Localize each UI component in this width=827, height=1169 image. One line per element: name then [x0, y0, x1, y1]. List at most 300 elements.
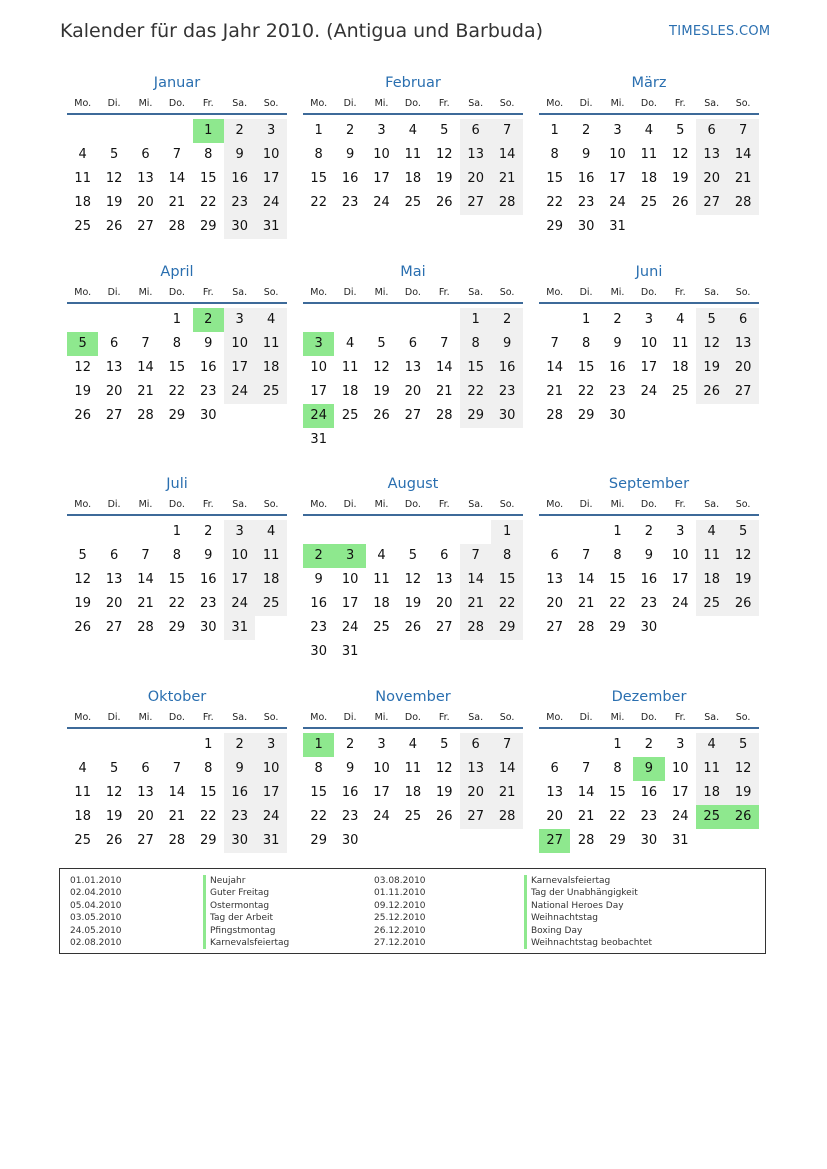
day-cell: 20	[105, 384, 123, 399]
day-cell: 12	[404, 572, 422, 587]
weekday-header: Sa.	[704, 98, 720, 109]
day-cell: 4	[78, 147, 87, 162]
day-cell: 10	[609, 147, 626, 162]
day-cell: 22	[609, 809, 626, 824]
day-cell: 17	[255, 167, 286, 191]
weekday-header: Fr.	[202, 287, 214, 298]
day-cell: 26	[404, 620, 422, 635]
holiday-date: 01.01.2010	[70, 876, 122, 886]
day-cell: 11	[640, 147, 658, 162]
holiday-date: 27.12.2010	[374, 937, 426, 948]
day-cell: 15	[546, 171, 563, 186]
weekday-header: Do.	[168, 98, 185, 109]
day-cell: 4	[408, 123, 418, 138]
day-cell: 24	[224, 380, 255, 404]
day-cell: 26	[727, 592, 758, 616]
day-cell: 26	[672, 195, 689, 210]
day-cell: 3	[676, 737, 685, 752]
day-cell: 22	[310, 809, 327, 824]
day-cell: 16	[341, 785, 359, 800]
day-cell: 19	[105, 195, 123, 210]
day-cell: 23	[341, 195, 359, 210]
day-cell: 7	[141, 548, 150, 563]
day-cell: 16	[341, 171, 359, 186]
day-cell: 15	[200, 171, 217, 186]
day-cell: 20	[404, 384, 422, 399]
day-cell: 16	[609, 360, 626, 375]
weekday-header: Do.	[168, 712, 185, 723]
weekday-header: So.	[263, 499, 279, 510]
day-cell: 29	[200, 219, 217, 234]
day-cell: 29	[460, 404, 491, 428]
day-cell: 14	[577, 572, 595, 587]
weekday-header: Fr.	[438, 712, 450, 723]
day-cell: 15	[609, 785, 626, 800]
day-cell: 21	[727, 167, 758, 191]
weekday-header: Di.	[579, 712, 593, 723]
day-cell: 7	[491, 733, 522, 757]
day-cell: 5	[727, 733, 758, 757]
day-cell: 3	[255, 733, 286, 757]
day-cell: 17	[640, 360, 658, 375]
day-cell: 24	[224, 592, 255, 616]
holiday-name: Weihnachtstag beobachtet	[524, 937, 652, 949]
weekday-header: Mi.	[138, 712, 153, 723]
day-cell: 5	[109, 761, 119, 776]
weekday-header: Mi.	[374, 712, 389, 723]
holiday-date: 05.04.2010	[70, 900, 122, 911]
day-cell: 11	[404, 147, 422, 162]
holiday-day-cell: 24	[303, 404, 334, 428]
day-cell: 5	[440, 123, 449, 138]
day-cell: 11	[341, 360, 359, 375]
weekday-header: Mo.	[310, 712, 328, 723]
day-cell: 24	[255, 805, 286, 829]
day-cell: 6	[550, 548, 559, 563]
day-cell: 1	[460, 308, 491, 332]
holiday-date: 25.12.2010	[374, 913, 426, 924]
weekday-header: Sa.	[704, 712, 720, 723]
weekday-header: Di.	[107, 712, 121, 723]
header-rule	[303, 302, 523, 304]
day-cell: 15	[168, 572, 186, 587]
day-cell: 8	[550, 147, 559, 162]
day-cell: 1	[314, 123, 323, 138]
day-cell: 22	[460, 380, 491, 404]
day-cell: 8	[460, 332, 491, 356]
day-cell: 7	[440, 336, 449, 351]
weekday-header: Mo.	[546, 499, 564, 510]
day-cell: 2	[491, 308, 522, 332]
weekday-header: Mi.	[374, 287, 389, 298]
day-cell: 28	[168, 833, 186, 848]
day-cell: 13	[696, 143, 727, 167]
day-cell: 2	[644, 737, 654, 752]
day-cell: 21	[137, 384, 154, 399]
legend-left-dates	[70, 875, 122, 949]
month-name: Dezember	[611, 689, 687, 705]
legend-right-names	[524, 875, 652, 949]
day-cell: 18	[255, 356, 286, 380]
day-cell: 12	[436, 147, 453, 162]
day-cell: 14	[491, 143, 522, 167]
weekday-header: Di.	[343, 712, 357, 723]
day-cell: 25	[255, 380, 286, 404]
day-cell: 12	[373, 360, 390, 375]
day-cell: 7	[581, 761, 591, 776]
day-cell: 4	[644, 123, 654, 138]
day-cell: 8	[172, 336, 182, 351]
day-cell: 9	[581, 147, 591, 162]
day-cell: 29	[200, 833, 217, 848]
day-cell: 23	[640, 809, 658, 824]
day-cell: 2	[224, 733, 255, 757]
day-cell: 4	[255, 520, 286, 544]
day-cell: 17	[310, 384, 327, 399]
day-cell: 7	[172, 761, 182, 776]
weekday-header: Di.	[579, 499, 593, 510]
header-rule	[303, 113, 523, 115]
holiday-date: 02.04.2010	[70, 888, 122, 899]
day-cell: 21	[577, 596, 595, 611]
day-cell: 29	[168, 408, 186, 423]
holiday-date: 24.05.2010	[70, 925, 122, 936]
day-cell: 10	[672, 548, 689, 563]
day-cell: 15	[200, 785, 217, 800]
day-cell: 14	[727, 143, 758, 167]
header-rule	[539, 302, 759, 304]
weekday-header: Do.	[640, 499, 657, 510]
weekday-header: Do.	[640, 712, 657, 723]
day-cell: 1	[581, 312, 591, 327]
day-cell: 19	[373, 384, 390, 399]
day-cell: 24	[255, 191, 286, 215]
day-cell: 19	[105, 809, 123, 824]
day-cell: 3	[224, 308, 255, 332]
day-cell: 3	[255, 119, 286, 143]
holiday-name: Karnevalsfeiertag	[203, 937, 289, 949]
day-cell: 31	[672, 833, 689, 848]
weekday-header: Fr.	[438, 98, 450, 109]
day-cell: 26	[74, 408, 91, 423]
day-cell: 31	[255, 829, 286, 853]
weekday-header: So.	[499, 499, 515, 510]
day-cell: 26	[105, 833, 123, 848]
day-cell: 22	[310, 195, 327, 210]
weekday-header: Do.	[640, 287, 657, 298]
holiday-name: Tag der Unabhängigkeit	[524, 887, 652, 899]
day-cell: 21	[137, 596, 154, 611]
holiday-day-cell: 26	[727, 805, 758, 829]
weekday-header: Di.	[107, 499, 121, 510]
holiday-day-cell: 2	[193, 308, 224, 332]
day-cell: 19	[696, 356, 727, 380]
day-cell: 7	[550, 336, 559, 351]
holiday-date: 26.12.2010	[374, 925, 426, 936]
day-cell: 3	[613, 123, 622, 138]
day-cell: 13	[436, 572, 453, 587]
holiday-date: 03.08.2010	[374, 876, 426, 886]
day-cell: 7	[172, 147, 182, 162]
day-cell: 31	[609, 219, 626, 234]
day-cell: 29	[310, 833, 327, 848]
header-rule	[303, 514, 523, 516]
day-cell: 2	[613, 312, 622, 327]
day-cell: 4	[408, 737, 418, 752]
day-cell: 12	[727, 757, 758, 781]
weekday-header: Fr.	[674, 287, 686, 298]
page-title: Kalender für das Jahr 2010. (Antigua und Barbuda)	[60, 20, 544, 42]
day-cell: 28	[491, 191, 522, 215]
day-cell: 26	[105, 219, 123, 234]
day-cell: 31	[310, 432, 327, 447]
day-cell: 18	[696, 568, 727, 592]
holiday-day-cell: 27	[539, 829, 570, 853]
weekday-header: So.	[499, 98, 515, 109]
day-cell: 9	[491, 332, 522, 356]
day-cell: 8	[581, 336, 591, 351]
day-cell: 26	[436, 809, 453, 824]
day-cell: 21	[168, 195, 186, 210]
weekday-header: So.	[499, 712, 515, 723]
day-cell: 27	[404, 408, 422, 423]
holiday-day-cell: 9	[633, 757, 664, 781]
header-rule	[67, 727, 287, 729]
weekday-header: Do.	[404, 499, 421, 510]
day-cell: 17	[672, 785, 689, 800]
weekday-header: Sa.	[232, 499, 248, 510]
holiday-day-cell: 2	[303, 544, 334, 568]
holiday-legend	[59, 868, 766, 954]
month-name: April	[160, 264, 194, 280]
site-brand[interactable]: TIMESLES.COM	[669, 24, 771, 39]
day-cell: 28	[546, 408, 563, 423]
day-cell: 25	[404, 809, 422, 824]
weekday-header: Sa.	[468, 499, 484, 510]
day-cell: 19	[404, 596, 422, 611]
holiday-name: Pfingstmontag	[203, 925, 289, 937]
day-cell: 28	[137, 620, 154, 635]
day-cell: 14	[460, 568, 491, 592]
day-cell: 3	[644, 312, 654, 327]
day-cell: 9	[224, 143, 255, 167]
day-cell: 1	[613, 524, 622, 539]
weekday-header: Mi.	[610, 499, 625, 510]
day-cell: 27	[727, 380, 758, 404]
day-cell: 30	[200, 620, 217, 635]
day-cell: 5	[727, 520, 758, 544]
weekday-header: So.	[263, 287, 279, 298]
weekday-header: Sa.	[468, 712, 484, 723]
holiday-day-cell: 1	[193, 119, 224, 143]
day-cell: 5	[696, 308, 727, 332]
weekday-header: Di.	[579, 287, 593, 298]
day-cell: 13	[460, 143, 491, 167]
day-cell: 29	[491, 616, 522, 640]
day-cell: 10	[224, 332, 255, 356]
day-cell: 11	[74, 171, 91, 186]
weekday-header: Mi.	[138, 499, 153, 510]
day-cell: 1	[491, 520, 522, 544]
day-cell: 27	[460, 805, 491, 829]
day-cell: 17	[373, 171, 390, 186]
day-cell: 23	[577, 195, 595, 210]
day-cell: 3	[224, 520, 255, 544]
day-cell: 17	[672, 572, 689, 587]
day-cell: 12	[696, 332, 727, 356]
day-cell: 13	[105, 572, 123, 587]
day-cell: 7	[141, 336, 150, 351]
weekday-header: Mi.	[374, 499, 389, 510]
holiday-name: Neujahr	[203, 875, 289, 887]
holiday-name: Ostermontag	[203, 900, 289, 912]
holiday-day-cell: 25	[696, 805, 727, 829]
day-cell: 3	[377, 123, 386, 138]
day-cell: 6	[460, 733, 491, 757]
day-cell: 14	[168, 171, 186, 186]
day-cell: 28	[577, 620, 595, 635]
day-cell: 22	[491, 592, 522, 616]
day-cell: 14	[168, 785, 186, 800]
day-cell: 27	[546, 620, 563, 635]
day-cell: 13	[546, 785, 563, 800]
month-name: Februar	[385, 75, 441, 91]
day-cell: 8	[491, 544, 522, 568]
day-cell: 15	[577, 360, 595, 375]
weekday-header: Mo.	[74, 98, 92, 109]
day-cell: 23	[341, 809, 359, 824]
day-cell: 6	[550, 761, 559, 776]
day-cell: 18	[640, 171, 658, 186]
month-name: September	[608, 476, 690, 492]
day-cell: 25	[341, 408, 359, 423]
weekday-header: Fr.	[202, 712, 214, 723]
day-cell: 27	[137, 219, 154, 234]
weekday-header: So.	[263, 98, 279, 109]
day-cell: 8	[172, 548, 182, 563]
day-cell: 5	[78, 548, 87, 563]
day-cell: 4	[255, 308, 286, 332]
weekday-header: Do.	[640, 98, 657, 109]
header-rule	[67, 514, 287, 516]
day-cell: 30	[577, 219, 595, 234]
day-cell: 6	[408, 336, 418, 351]
weekday-header: So.	[735, 98, 751, 109]
legend-left-names	[203, 875, 289, 949]
day-cell: 15	[310, 785, 327, 800]
day-cell: 6	[109, 548, 119, 563]
day-cell: 16	[577, 171, 595, 186]
day-cell: 9	[314, 572, 323, 587]
day-cell: 15	[609, 572, 626, 587]
month-name: August	[387, 476, 439, 492]
day-cell: 22	[168, 384, 186, 399]
day-cell: 4	[377, 548, 386, 563]
day-cell: 16	[224, 167, 255, 191]
day-cell: 4	[345, 336, 355, 351]
day-cell: 9	[345, 147, 355, 162]
day-cell: 9	[644, 548, 654, 563]
day-cell: 8	[314, 147, 323, 162]
day-cell: 30	[640, 833, 658, 848]
day-cell: 4	[676, 312, 685, 327]
day-cell: 21	[460, 592, 491, 616]
day-cell: 7	[727, 119, 758, 143]
day-cell: 27	[460, 191, 491, 215]
day-cell: 8	[613, 761, 622, 776]
day-cell: 1	[550, 123, 559, 138]
holiday-name: Karnevalsfeiertag	[524, 875, 652, 887]
day-cell: 23	[224, 805, 255, 829]
header-rule	[539, 727, 759, 729]
day-cell: 28	[491, 805, 522, 829]
day-cell: 26	[436, 195, 453, 210]
day-cell: 23	[224, 191, 255, 215]
day-cell: 7	[491, 119, 522, 143]
holiday-name: Guter Freitag	[203, 887, 289, 899]
day-cell: 10	[341, 572, 359, 587]
day-cell: 18	[696, 781, 727, 805]
day-cell: 13	[137, 171, 154, 186]
day-cell: 5	[408, 548, 418, 563]
day-cell: 23	[609, 384, 626, 399]
weekday-header: So.	[735, 499, 751, 510]
day-cell: 22	[200, 195, 217, 210]
day-cell: 26	[373, 408, 390, 423]
month-name: Juli	[166, 476, 188, 492]
day-cell: 16	[200, 360, 217, 375]
day-cell: 22	[200, 809, 217, 824]
day-cell: 6	[460, 119, 491, 143]
day-cell: 7	[581, 548, 591, 563]
weekday-header: Mo.	[74, 712, 92, 723]
day-cell: 22	[546, 195, 563, 210]
weekday-header: Mi.	[138, 287, 153, 298]
day-cell: 6	[109, 336, 119, 351]
day-cell: 24	[672, 809, 689, 824]
day-cell: 5	[109, 147, 119, 162]
day-cell: 8	[613, 548, 622, 563]
day-cell: 21	[436, 384, 453, 399]
holiday-day-cell: 5	[67, 332, 98, 356]
day-cell: 5	[377, 336, 386, 351]
weekday-header: Sa.	[704, 499, 720, 510]
day-cell: 17	[255, 781, 286, 805]
day-cell: 20	[460, 781, 491, 805]
day-cell: 18	[404, 171, 422, 186]
day-cell: 20	[105, 596, 123, 611]
day-cell: 9	[204, 336, 213, 351]
day-cell: 5	[676, 123, 685, 138]
day-cell: 3	[377, 737, 386, 752]
day-cell: 8	[314, 761, 323, 776]
day-cell: 24	[609, 195, 626, 210]
weekday-header: Mi.	[610, 287, 625, 298]
day-cell: 28	[460, 616, 491, 640]
weekday-header: Mo.	[546, 287, 564, 298]
header-rule	[67, 113, 287, 115]
weekday-header: So.	[263, 712, 279, 723]
day-cell: 18	[74, 195, 91, 210]
day-cell: 13	[105, 360, 123, 375]
day-cell: 20	[137, 195, 154, 210]
day-cell: 14	[577, 785, 595, 800]
day-cell: 18	[373, 596, 390, 611]
day-cell: 25	[672, 384, 689, 399]
day-cell: 17	[224, 568, 255, 592]
day-cell: 22	[577, 384, 595, 399]
weekday-header: Mo.	[546, 98, 564, 109]
